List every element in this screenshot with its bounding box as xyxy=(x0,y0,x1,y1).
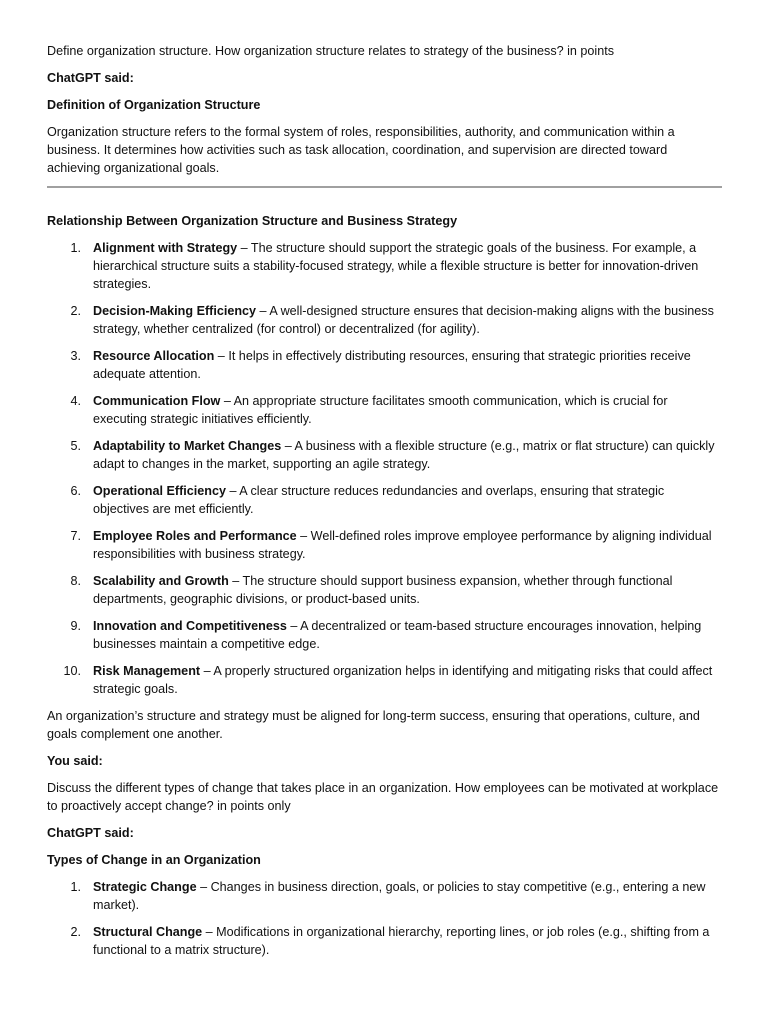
relationship-heading: Relationship Between Organization Structure and Business Strategy xyxy=(47,214,458,228)
types-item xyxy=(47,923,722,959)
relationship-item xyxy=(47,482,722,518)
item-text: – Changes in business direction, goals, or policies to stay competitive (e.g., entering a new market). xyxy=(93,880,706,912)
list-number: 1. xyxy=(70,241,81,255)
types-item xyxy=(47,878,722,914)
item-text: – A clear structure reduces redundancies and overlaps, ensuring that strategic objectives are met efficiently. xyxy=(93,484,665,516)
user-question-2: Discuss the different types of change that takes place in an organization. How employees can be motivated at workplace to proactively accept change? in points only xyxy=(47,781,719,813)
item-title: Risk Management xyxy=(93,664,201,678)
item-title: Resource Allocation xyxy=(93,349,215,363)
speaker-label-user-2: You said: xyxy=(47,754,103,768)
item-text: – Well-defined roles improve employee performance by aligning individual responsibilities with business strategy. xyxy=(93,529,712,561)
list-number: 7. xyxy=(70,529,81,543)
list-number: 9. xyxy=(70,619,81,633)
list-number: 1. xyxy=(70,880,81,894)
definition-paragraph: Organization structure refers to the formal system of roles, responsibilities, authority, and communication within a business. It determines how activities such as task allocation, coordination, and supervision are directed toward achieving organizational goals. xyxy=(47,125,675,175)
item-title: Operational Efficiency xyxy=(93,484,226,498)
speaker-label-chatgpt-2: ChatGPT said: xyxy=(47,826,134,840)
relationship-item xyxy=(47,392,722,428)
relationship-item xyxy=(47,572,722,608)
item-title: Alignment with Strategy xyxy=(93,241,238,255)
item-title: Communication Flow xyxy=(93,394,221,408)
list-number: 2. xyxy=(70,304,81,318)
item-title: Scalability and Growth xyxy=(93,574,229,588)
item-text: – A decentralized or team-based structure encourages innovation, helping businesses maintain a competitive edge. xyxy=(93,619,702,651)
horizontal-divider xyxy=(47,186,722,188)
item-title: Structural Change xyxy=(93,925,203,939)
item-title: Decision-Making Efficiency xyxy=(93,304,257,318)
item-title: Innovation and Competitiveness xyxy=(93,619,287,633)
item-text: – A properly structured organization helps in identifying and mitigating risks that could affect strategic goals. xyxy=(93,664,713,696)
relationship-item xyxy=(47,239,722,293)
user-question-1: Define organization structure. How organization structure relates to strategy of the business? in points xyxy=(47,44,615,58)
item-text: – A business with a flexible structure (e.g., matrix or flat structure) can quickly adapt to changes in the market, supporting an agile strategy. xyxy=(93,439,715,471)
item-text: – The structure should support business expansion, whether through functional departments, geographic divisions, or product-based units. xyxy=(93,574,673,606)
relationship-list xyxy=(47,239,722,698)
list-number: 2. xyxy=(70,925,81,939)
types-of-change-list xyxy=(47,878,722,959)
list-number: 6. xyxy=(70,484,81,498)
item-text: – It helps in effectively distributing resources, ensuring that strategic priorities receive adequate attention. xyxy=(93,349,691,381)
list-number: 5. xyxy=(70,439,81,453)
list-number: 3. xyxy=(70,349,81,363)
relationship-item xyxy=(47,302,722,338)
item-title: Adaptability to Market Changes xyxy=(93,439,282,453)
speaker-label-chatgpt-1: ChatGPT said: xyxy=(47,71,134,85)
list-number: 4. xyxy=(70,394,81,408)
relationship-item xyxy=(47,662,722,698)
relationship-item xyxy=(47,617,722,653)
list-number: 10. xyxy=(63,664,81,678)
definition-heading: Definition of Organization Structure xyxy=(47,98,261,112)
relationship-item xyxy=(47,527,722,563)
item-text: – A well-designed structure ensures that decision-making aligns with the business strategy, whether centralized (for control) or decentralized (for agility). xyxy=(93,304,714,336)
item-text: – The structure should support the strategic goals of the business. For example, a hierarchical structure suits a stability-focused strategy, while a flexible structure is better for innovation-driven strategies. xyxy=(93,241,699,291)
item-text: – An appropriate structure facilitates smooth communication, which is crucial for executing strategic initiatives efficiently. xyxy=(93,394,668,426)
types-heading: Types of Change in an Organization xyxy=(47,853,261,867)
relationship-item xyxy=(47,437,722,473)
list-number: 8. xyxy=(70,574,81,588)
relationship-item xyxy=(47,347,722,383)
item-title: Strategic Change xyxy=(93,880,197,894)
item-title: Employee Roles and Performance xyxy=(93,529,297,543)
item-text: – Modifications in organizational hierarchy, reporting lines, or job roles (e.g., shifting from a functional to a matrix structure). xyxy=(93,925,710,957)
conclusion-paragraph: An organization’s structure and strategy must be aligned for long-term success, ensuring that operations, culture, and goals complement one another. xyxy=(47,709,700,741)
